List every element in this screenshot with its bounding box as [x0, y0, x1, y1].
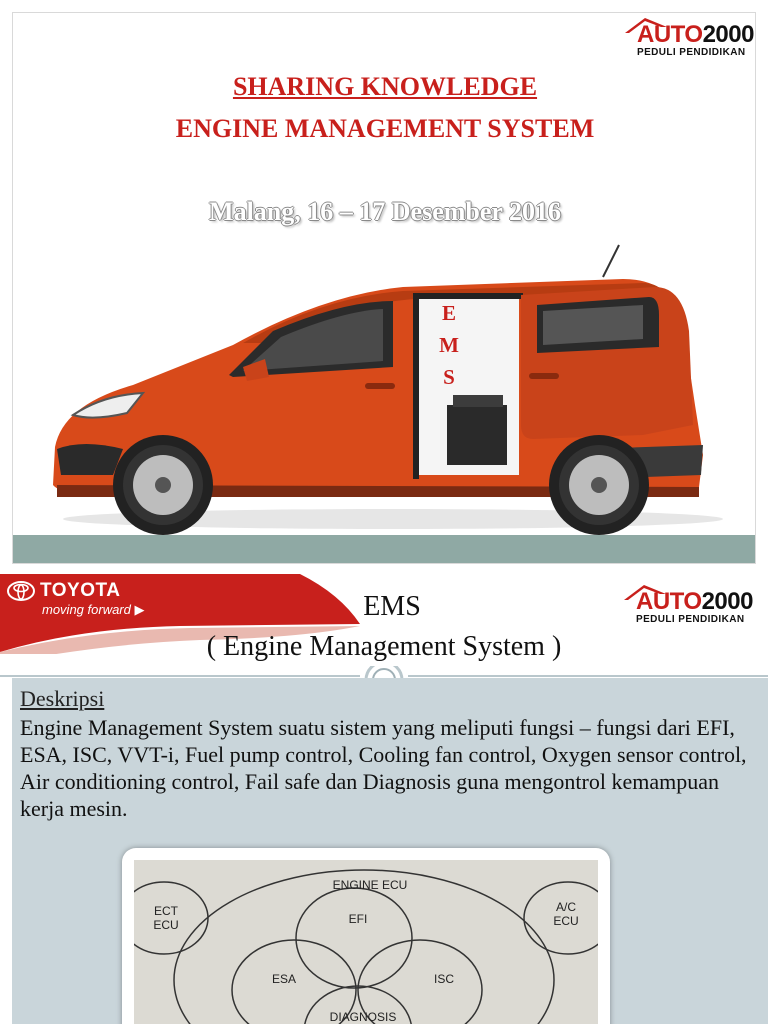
diagram-label-isc: ISC	[433, 972, 454, 986]
ecu-diagram-photo	[134, 860, 598, 1024]
logo-brand-number: 2000	[701, 588, 753, 615]
car-illustration	[43, 235, 723, 535]
slide-title-abbrev: EMS	[363, 591, 421, 622]
car-letter-e: E	[441, 301, 456, 325]
auto2000-logo	[637, 23, 754, 59]
diagram-label-engine-ecu: ENGINE ECU	[332, 878, 408, 892]
section-subheading: Deskripsi	[20, 686, 105, 711]
toyota-brand-name: TOYOTA	[40, 580, 121, 601]
diagram-label-ac-ecu: A/C ECU	[553, 900, 579, 928]
diagram-label-efi: EFI	[348, 912, 368, 926]
logo-brand-prefix: AUTO	[637, 21, 703, 48]
diagram-photo-frame	[122, 848, 610, 1024]
content-panel	[12, 678, 768, 1024]
description-slide	[0, 574, 768, 1024]
logo-brand-prefix: AUTO	[636, 588, 702, 615]
title-slide	[12, 12, 756, 564]
logo-brand-number: 2000	[702, 21, 754, 48]
logo-tagline: PEDULI PENDIDIKAN	[637, 47, 746, 58]
slide-title-full: ( Engine Management System )	[206, 631, 562, 662]
event-date: Malang, 16 – 17 Desember 2016	[209, 197, 561, 226]
diagram-label-ect-ecu: ECT ECU	[153, 904, 179, 932]
description-text: Engine Management System suatu sistem yang meliputi fungsi – fungsi dari EFI, ESA, ISC, VVT-i, Fuel pump control, Cooling fan control, Oxygen sensor control, Air conditioning control, Fail safe dan Diagnosis guna mengontrol kemampuan kerja mesin.	[20, 715, 747, 821]
slide-footer-bar	[13, 535, 755, 563]
diagram-label-esa: ESA	[271, 972, 296, 986]
toyota-tagline: moving forward ▶	[42, 602, 145, 617]
slide-title-line2: ENGINE MANAGEMENT SYSTEM	[175, 114, 595, 143]
logo-tagline: PEDULI PENDIDIKAN	[636, 614, 745, 625]
slide-title-line1: SHARING KNOWLEDGE	[232, 72, 538, 101]
car-letter-s: S	[443, 365, 455, 389]
diagram-label-diagnosis: DIAGNOSIS	[329, 1010, 397, 1024]
car-letter-m: M	[439, 333, 459, 357]
